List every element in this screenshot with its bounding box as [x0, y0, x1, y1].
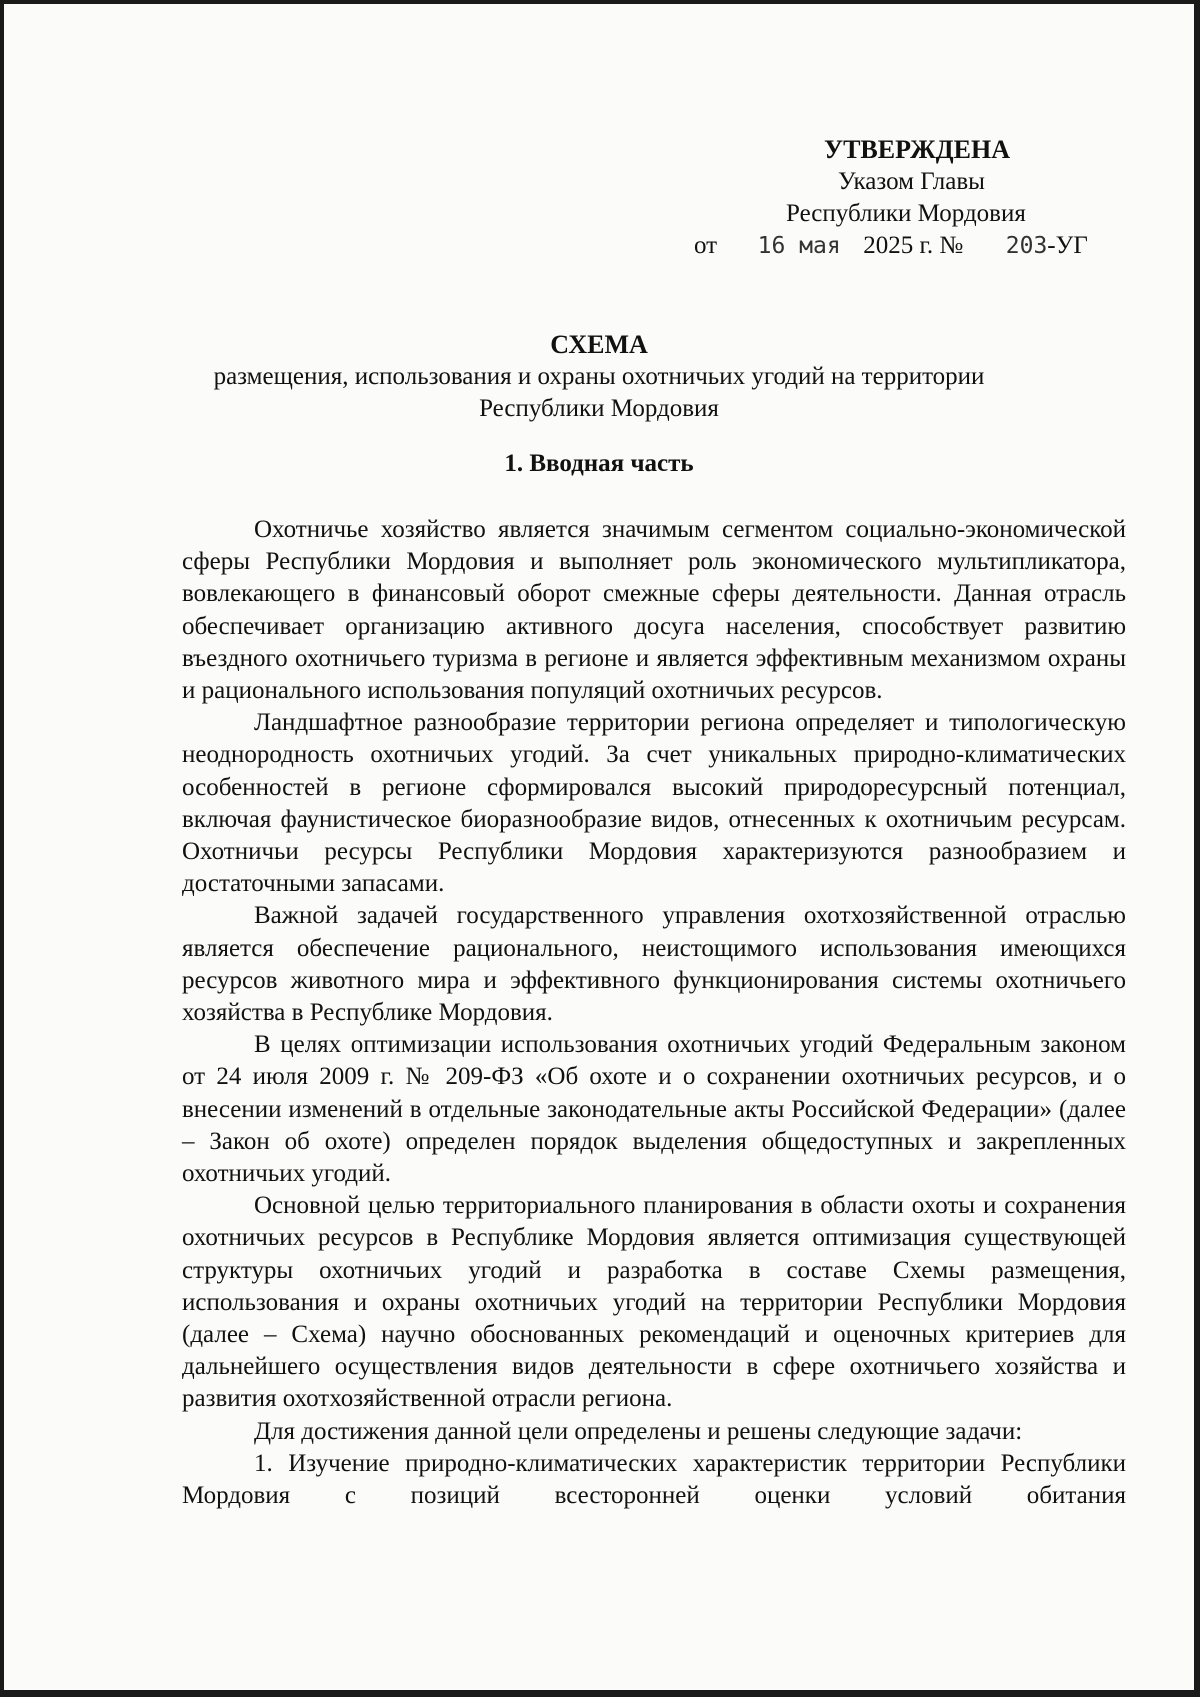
date-prefix: от	[694, 232, 718, 259]
paragraph: Ландшафтное разнообразие территории региона определяет и типологическую неоднородность охотничьих угодий. За счет уникальных природно-климатических особенностей в регионе сформировался высокий природоресурсный потенциал, включая фаунистическое биоразнообразие видов, отнесенных к охотничьим ресурсам. Охотничьи ресурсы Республики Мордовия характеризуются разнообразием и достаточными запасами.	[182, 709, 1126, 898]
date-day-month-stamp: 16 мая	[757, 233, 841, 259]
approval-title: УТВЕРЖДЕНА	[824, 135, 1011, 164]
paragraph: Охотничье хозяйство является значимым сегментом социально-экономической сферы Республики Мордовия и выполняет роль экономического мультипликатора, вовлекающего в финансовый оборот смежные сферы деятельности. Данная отрасль обеспечивает организацию активного досуга населения, способствует развитию въездного охотничьего туризма в регионе и является эффективным механизмом охраны и рационального использования популяций охотничьих ресурсов.	[182, 516, 1126, 705]
decree-number-suffix: -УГ	[1047, 232, 1088, 259]
document-page	[4, 4, 1194, 1690]
document-title: СХЕМА	[550, 330, 648, 359]
approval-organization: Республики Мордовия	[786, 200, 1026, 227]
section-heading: 1. Вводная часть	[504, 450, 694, 477]
paragraph: Для достижения данной цели определены и решены следующие задачи:	[254, 1417, 1023, 1445]
document-subtitle-line-2: Республики Мордовия	[479, 395, 719, 422]
decree-number-stamp: 203	[1005, 233, 1048, 259]
paragraph: Важной задачей государственного управления охотхозяйственной отраслью является обеспечение рационального, неистощимого использования имеющихся ресурсов животного мира и эффективного функционирования системы охотничьего хозяйства в Республике Мордовия.	[182, 902, 1126, 1027]
approval-date-line	[694, 230, 1088, 262]
paragraph: 1. Изучение природно-климатических характеристик территории Республики Мордовия с позиций всесторонней оценки условий обитания	[182, 1449, 1126, 1510]
paragraph: Основной целью территориального планирования в области охоты и сохранения охотничьих ресурсов в Республике Мордовия является оптимизация существующей структуры охотничьих угодий и разработка в составе Схемы размещения, использования и охраны охотничьих угодий на территории Республики Мордовия (далее – Схема) научно обоснованных рекомендаций и оценочных критериев для дальнейшего осуществления видов деятельности в сфере охотничьего хозяйства и развития охотхозяйственной отрасли региона.	[182, 1192, 1126, 1413]
approval-issued-by: Указом Главы	[838, 168, 985, 195]
date-year: 2025 г. №	[863, 232, 964, 259]
document-title-block	[4, 329, 1194, 425]
body-text	[182, 514, 1126, 1512]
paragraph: В целях оптимизации использования охотничьих угодий Федеральным законом от 24 июля 2009 г. № 209-ФЗ «Об охоте и о сохранении охотничьих ресурсов, и о внесении изменений в отдельные законодательные акты Российской Федерации» (далее – Закон об охоте) определен порядок выделения общедоступных и закрепленных охотничьих угодий.	[182, 1031, 1126, 1188]
document-subtitle-line-1: размещения, использования и охраны охотничьих угодий на территории	[213, 363, 985, 390]
